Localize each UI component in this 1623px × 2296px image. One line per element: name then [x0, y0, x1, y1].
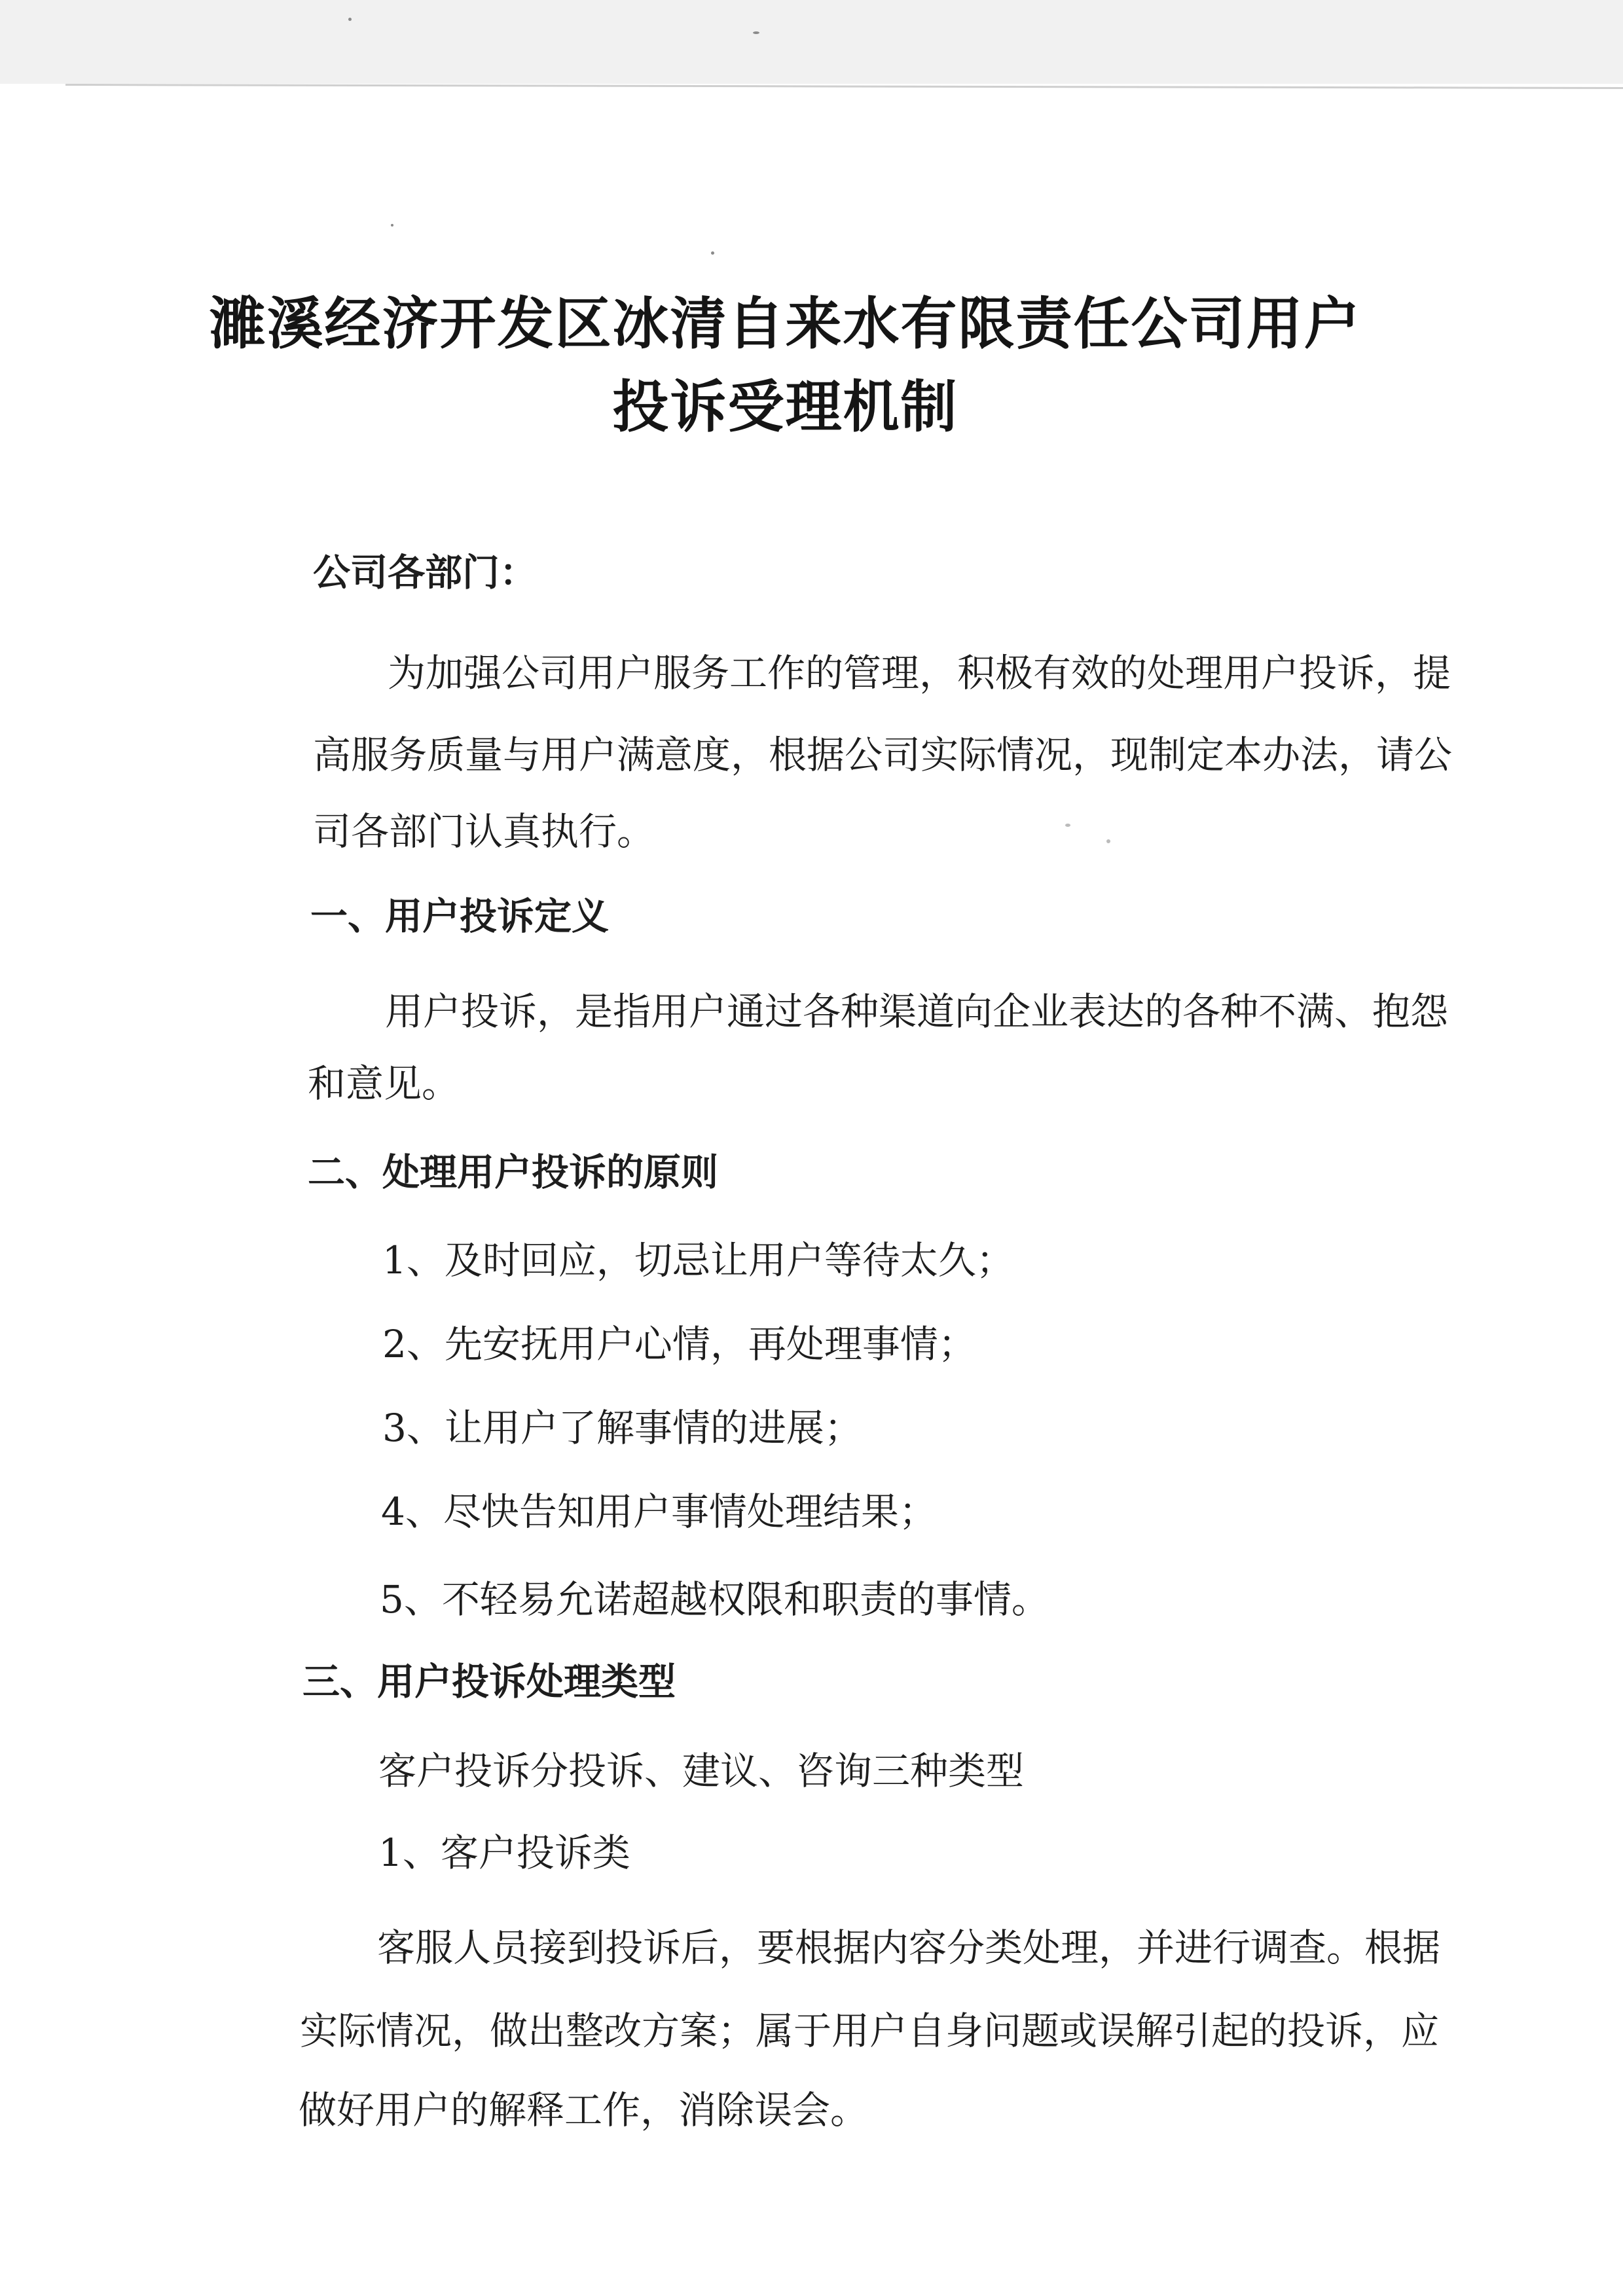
- document-title-line1: 濉溪经济开发区冰清自来水有限责任公司用户: [209, 291, 1362, 357]
- section1-body-line: 和意见。: [308, 1061, 460, 1106]
- principle-item: 5、不轻易允诺超越权限和职责的事情。: [380, 1577, 1049, 1622]
- section3-intro: 客户投诉分投诉、建议、咨询三种类型: [378, 1749, 1025, 1793]
- principle-item: 4、尽快告知用户事情处理结果；: [381, 1489, 937, 1534]
- section3-heading: 三、用户投诉处理类型: [302, 1660, 676, 1704]
- principle-item: 2、先安抚用户心情，再处理事情；: [382, 1322, 976, 1366]
- intro-line: 司各部门认真执行。: [313, 809, 655, 854]
- section1-heading: 一、用户投诉定义: [310, 895, 609, 938]
- section3-subheading: 1、客户投诉类: [378, 1831, 630, 1875]
- section3-body-line: 客服人员接到投诉后，要根据内容分类处理，并进行调查。根据: [377, 1925, 1441, 1970]
- section1-body-line: 用户投诉，是指用户通过各种渠道向企业表达的各种不满、抱怨: [385, 989, 1449, 1034]
- section2-heading: 二、处理用户投诉的原则: [308, 1151, 718, 1194]
- principle-item: 1、及时回应，切忌让用户等待太久；: [382, 1238, 1014, 1283]
- intro-line: 高服务质量与用户满意度，根据公司实际情况，现制定本办法，请公: [313, 733, 1453, 777]
- intro-line: 为加强公司用户服务工作的管理，积极有效的处理用户投诉，提: [388, 651, 1451, 695]
- principle-item: 3、让用户了解事情的进展；: [382, 1406, 862, 1450]
- section3-body-line: 做好用户的解释工作，消除误会。: [299, 2088, 869, 2132]
- document-title-line2: 投诉受理机制: [612, 374, 958, 440]
- section3-body-line: 实际情况，做出整改方案；属于用户自身问题或误解引起的投诉，应: [300, 2009, 1440, 2053]
- salutation: 公司各部门：: [313, 551, 537, 594]
